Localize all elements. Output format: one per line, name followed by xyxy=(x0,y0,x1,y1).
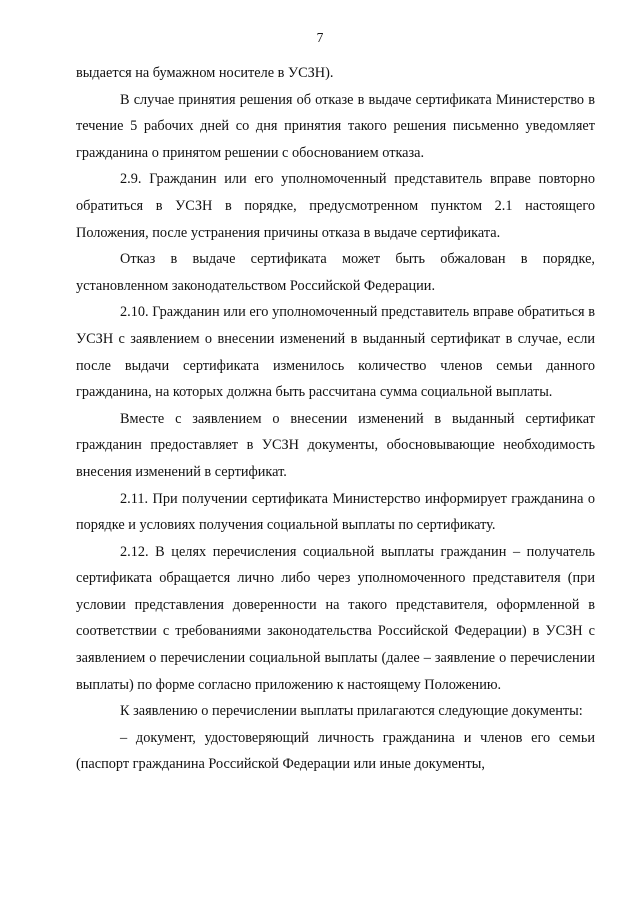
paragraph: Вместе с заявлением о внесении изменений в выданный сертификат гражданин предоставляет в УСЗН документы, обосновывающие необходимость внесения изменений в сертификат. xyxy=(76,410,595,480)
paragraph: 2.9. Гражданин или его уполномоченный представитель вправе повторно обратиться в УСЗН в порядке, предусмотренном пунктом 2.1 настоящего Положения, после устранения причины отказа в выдаче сертификата. xyxy=(76,171,595,241)
paragraph: 2.10. Гражданин или его уполномоченный представитель вправе обратиться в УСЗН с заявлением о внесении изменений в выданный сертификат в случае, если после выдачи сертификата изменилось количество членов семьи данного гражданина, на которых должна быть рассчитана сумма социальной выплаты. xyxy=(76,304,595,401)
page-number: 7 xyxy=(316,30,324,45)
document-body xyxy=(76,60,595,778)
paragraph: К заявлению о перечислении выплаты прилагаются следующие документы: xyxy=(120,703,583,720)
paragraph: 2.12. В целях перечисления социальной выплаты гражданин – получатель сертификата обращается лично либо через уполномоченного представителя (при условии представления доверенности на такого представителя, оформленной в соответствии с требованиями законодательства Российской Федерации) в УСЗН с заявлением о перечислении социальной выплаты (далее – заявление о перечислении выплаты) по форме согласно приложению к настоящему Положению. xyxy=(76,543,595,693)
paragraph: 2.11. При получении сертификата Министерство информирует гражданина о порядке и условиях получения социальной выплаты по сертификату. xyxy=(76,490,595,534)
paragraph: выдается на бумажном носителе в УСЗН). xyxy=(76,65,334,81)
paragraph: Отказ в выдаче сертификата может быть обжалован в порядке, установленном законодательством Российской Федерации. xyxy=(76,251,595,294)
paragraph: – документ, удостоверяющий личность гражданина и членов его семьи (паспорт гражданина Российской Федерации или иные документы, xyxy=(76,729,595,773)
paragraph: В случае принятия решения об отказе в выдаче сертификата Министерство в течение 5 рабочих дней со дня принятия такого решения письменно уведомляет гражданина о принятом решении с обоснованием отказа. xyxy=(76,91,595,161)
